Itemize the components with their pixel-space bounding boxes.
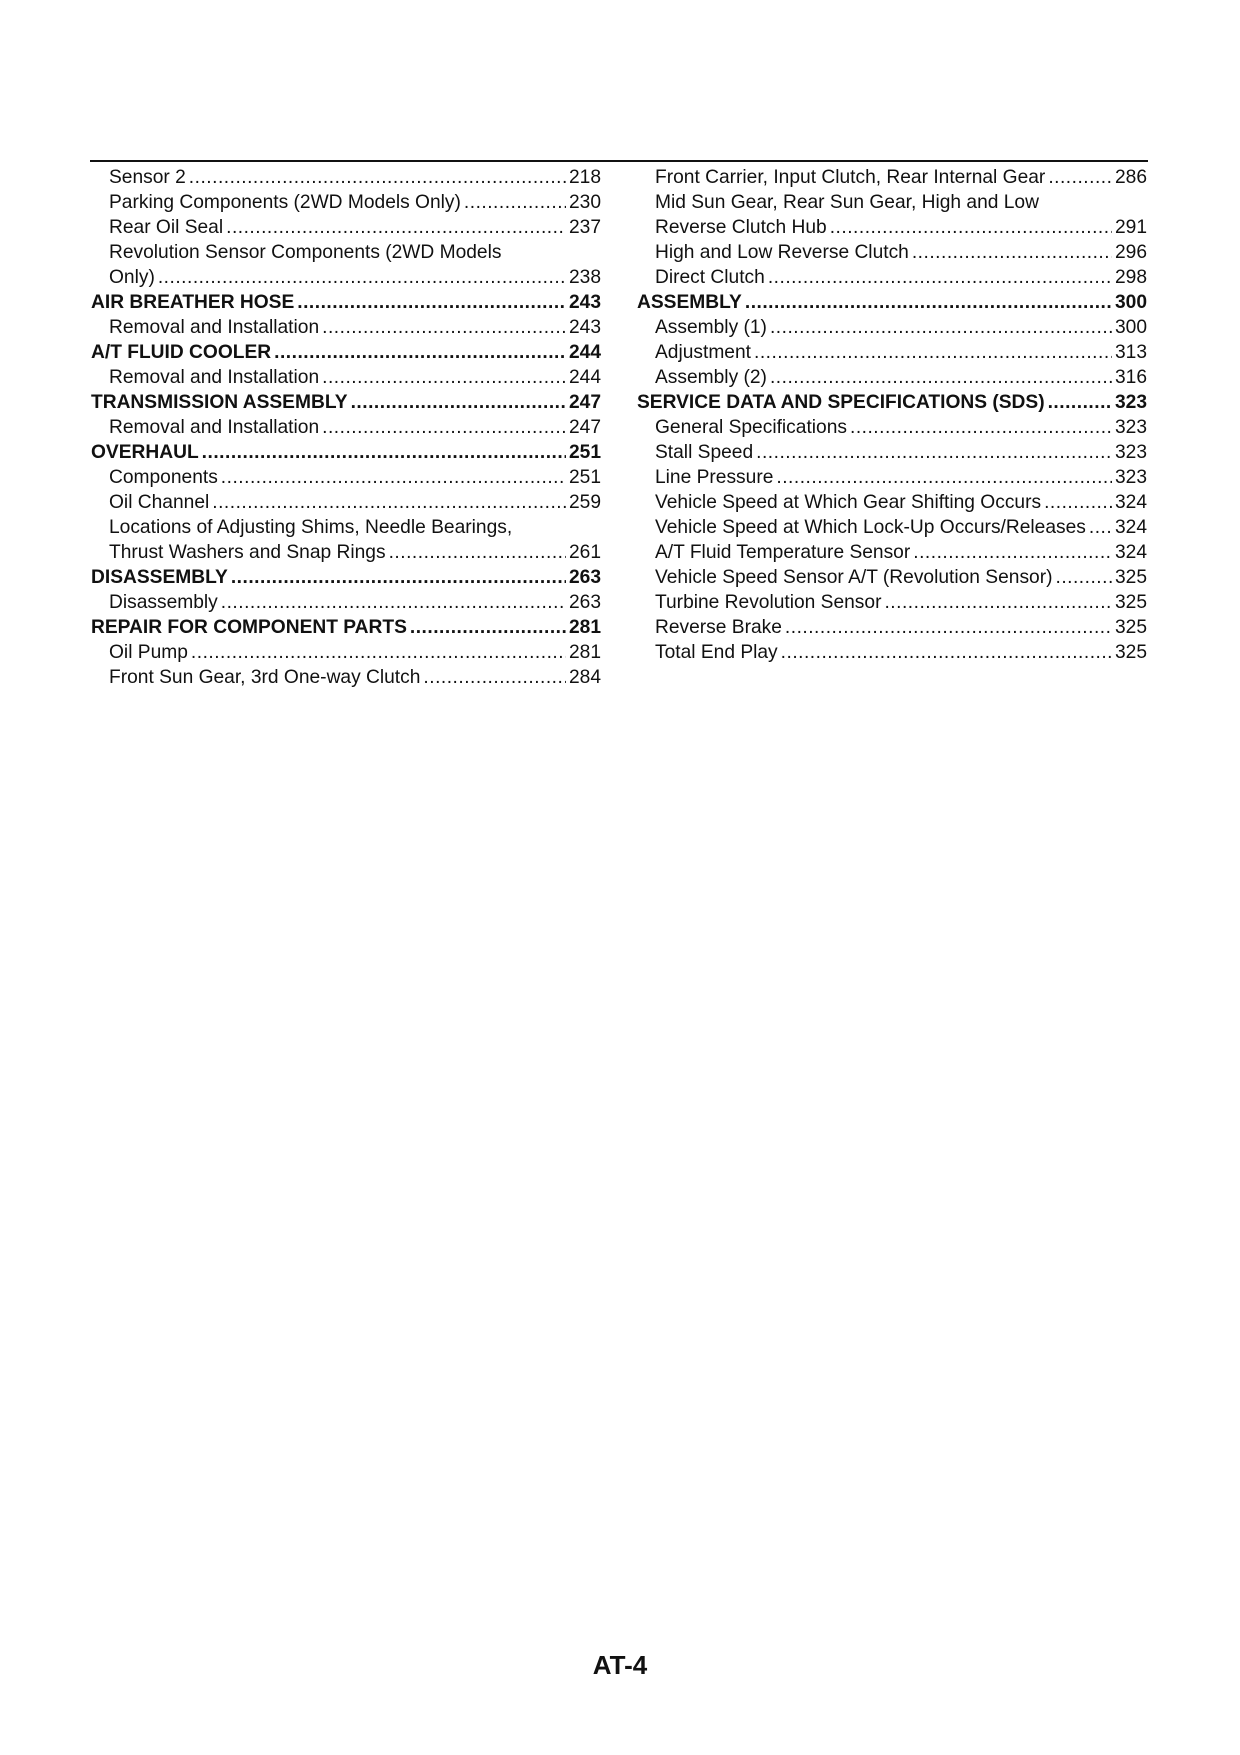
toc-entry (91, 490, 601, 515)
toc-entry-title: Reverse Clutch Hub (655, 217, 827, 238)
toc-entry-title: Sensor 2 (109, 167, 186, 188)
toc-entry-title: Direct Clutch (655, 267, 765, 288)
toc-leader-dots (322, 415, 566, 440)
toc-leader-dots (776, 465, 1112, 490)
toc-entry (637, 490, 1147, 515)
toc-entry-title: Locations of Adjusting Shims, Needle Bearings, (109, 517, 513, 538)
toc-leader-dots (189, 165, 566, 190)
toc-leader-dots (884, 590, 1112, 615)
toc-page-number: 324 (1114, 542, 1147, 563)
toc-page-number: 291 (1114, 217, 1147, 238)
toc-leader-dots (756, 440, 1112, 465)
toc-entry-title: Revolution Sensor Components (2WD Models (109, 242, 502, 263)
toc-leader-dots (913, 540, 1112, 565)
toc-right-column (637, 165, 1147, 665)
toc-leader-dots (221, 590, 566, 615)
toc-entry (637, 465, 1147, 490)
toc-entry-title: Mid Sun Gear, Rear Sun Gear, High and Low (655, 192, 1039, 213)
toc-leader-dots (770, 365, 1112, 390)
toc-page-number: 316 (1114, 367, 1147, 388)
toc-page-number: 243 (568, 317, 601, 338)
toc-leader-dots (770, 315, 1112, 340)
toc-page-number: 323 (1114, 467, 1147, 488)
toc-page-number: 238 (568, 267, 601, 288)
toc-entry-title: Adjustment (655, 342, 751, 363)
header-rule (90, 160, 1148, 162)
toc-leader-dots (1048, 390, 1112, 415)
toc-entry (637, 315, 1147, 340)
toc-entry (637, 365, 1147, 390)
toc-page-number: 259 (568, 492, 601, 513)
toc-entry-title: ASSEMBLY (637, 292, 742, 313)
toc-page-number: 247 (568, 392, 601, 413)
page-number: AT-4 (592, 1650, 648, 1680)
toc-entry (637, 540, 1147, 565)
toc-leader-dots (212, 490, 566, 515)
toc-leader-dots (423, 665, 566, 690)
toc-leader-dots (221, 465, 566, 490)
toc-leader-dots (781, 640, 1112, 665)
toc-entry-title: Reverse Brake (655, 617, 782, 638)
toc-page-number: 237 (568, 217, 601, 238)
toc-entry-title: Only) (109, 267, 155, 288)
toc-leader-dots (768, 265, 1112, 290)
toc-entry-title: Vehicle Speed at Which Lock-Up Occurs/Releases (655, 517, 1086, 538)
toc-entry-title: High and Low Reverse Clutch (655, 242, 909, 263)
toc-entry-title: Thrust Washers and Snap Rings (109, 542, 386, 563)
toc-entry-title: A/T Fluid Temperature Sensor (655, 542, 911, 563)
toc-page-number: 263 (568, 567, 601, 588)
toc-entry (637, 165, 1147, 190)
toc-entry (637, 515, 1147, 540)
toc-entry-title: Assembly (1) (655, 317, 767, 338)
toc-entry-title: Vehicle Speed at Which Gear Shifting Occurs (655, 492, 1042, 513)
toc-page-number: 281 (568, 642, 601, 663)
toc-leader-dots (226, 215, 566, 240)
toc-entry (91, 315, 601, 340)
toc-page-number: 325 (1114, 642, 1147, 663)
toc-entry (91, 415, 601, 440)
toc-leader-dots (322, 365, 566, 390)
toc-entry-title: Line Pressure (655, 467, 774, 488)
toc-section-heading (91, 565, 601, 590)
toc-entry (91, 240, 601, 265)
toc-page-number: 261 (568, 542, 601, 563)
toc-entry-title: Turbine Revolution Sensor (655, 592, 882, 613)
toc-entry-title: Disassembly (109, 592, 218, 613)
toc-page-number: 263 (568, 592, 601, 613)
toc-entry (91, 265, 601, 290)
toc-entry (637, 340, 1147, 365)
toc-page-number: 313 (1114, 342, 1147, 363)
toc-page-number: 324 (1114, 492, 1147, 513)
toc-entry (91, 190, 601, 215)
toc-leader-dots (191, 640, 566, 665)
toc-leader-dots (322, 315, 566, 340)
toc-page-number: 244 (568, 367, 601, 388)
toc-page-number: 325 (1114, 567, 1147, 588)
toc-leader-dots (1048, 165, 1112, 190)
toc-leader-dots (231, 565, 566, 590)
toc-entry (91, 515, 601, 540)
toc-leader-dots (297, 290, 566, 315)
toc-entry-title: OVERHAUL (91, 442, 199, 463)
toc-page-number: 323 (1114, 417, 1147, 438)
toc-page-number: 244 (568, 342, 601, 363)
toc-page-number: 323 (1114, 442, 1147, 463)
toc-entry-title: Oil Channel (109, 492, 210, 513)
toc-leader-dots (830, 215, 1112, 240)
toc-section-heading (91, 390, 601, 415)
toc-leader-dots (274, 340, 566, 365)
toc-entry-title: Components (109, 467, 218, 488)
toc-entry-title: Vehicle Speed Sensor A/T (Revolution Sensor) (655, 567, 1053, 588)
toc-left-column (91, 165, 601, 690)
toc-section-heading (637, 390, 1147, 415)
toc-entry (637, 565, 1147, 590)
toc-entry (91, 540, 601, 565)
toc-leader-dots (351, 390, 566, 415)
toc-entry-title: Removal and Installation (109, 367, 320, 388)
toc-page-number: 218 (568, 167, 601, 188)
toc-leader-dots (464, 190, 566, 215)
toc-page-number: 230 (568, 192, 601, 213)
toc-section-heading (91, 290, 601, 315)
toc-entry-title: Total End Play (655, 642, 778, 663)
toc-leader-dots (785, 615, 1112, 640)
toc-entry (637, 440, 1147, 465)
toc-entry-title: SERVICE DATA AND SPECIFICATIONS (SDS) (637, 392, 1045, 413)
toc-entry-title: DISASSEMBLY (91, 567, 228, 588)
toc-page-number: 296 (1114, 242, 1147, 263)
toc-entry-title: Front Sun Gear, 3rd One-way Clutch (109, 667, 421, 688)
toc-entry-title: Parking Components (2WD Models Only) (109, 192, 461, 213)
toc-page-number: 300 (1114, 317, 1147, 338)
toc-leader-dots (912, 240, 1112, 265)
toc-entry-title: Rear Oil Seal (109, 217, 224, 238)
toc-entry-title: TRANSMISSION ASSEMBLY (91, 392, 348, 413)
toc-leader-dots (1044, 490, 1112, 515)
toc-section-heading (91, 440, 601, 465)
toc-page-number: 325 (1114, 592, 1147, 613)
toc-entry (637, 240, 1147, 265)
toc-entry (637, 190, 1147, 215)
toc-entry-title: A/T FLUID COOLER (91, 342, 272, 363)
toc-entry-title: Removal and Installation (109, 417, 320, 438)
toc-leader-dots (389, 540, 566, 565)
toc-entry (637, 640, 1147, 665)
toc-page-number: 251 (568, 467, 601, 488)
toc-entry-title: Assembly (2) (655, 367, 767, 388)
toc-entry-title: REPAIR FOR COMPONENT PARTS (91, 617, 407, 638)
toc-entry-title: AIR BREATHER HOSE (91, 292, 295, 313)
toc-entry (91, 465, 601, 490)
toc-page-number: 243 (568, 292, 601, 313)
toc-page-number: 300 (1114, 292, 1147, 313)
toc-page-number: 323 (1114, 392, 1147, 413)
toc-leader-dots (202, 440, 566, 465)
toc-leader-dots (1055, 565, 1112, 590)
toc-entry (637, 615, 1147, 640)
toc-page-number: 247 (568, 417, 601, 438)
toc-leader-dots (1089, 515, 1112, 540)
toc-entry (637, 415, 1147, 440)
toc-leader-dots (745, 290, 1112, 315)
toc-page-number: 324 (1114, 517, 1147, 538)
toc-section-heading (637, 290, 1147, 315)
toc-entry (91, 215, 601, 240)
toc-entry-title: Stall Speed (655, 442, 754, 463)
toc-entry (91, 165, 601, 190)
toc-entry (91, 665, 601, 690)
toc-entry-title: Oil Pump (109, 642, 188, 663)
toc-leader-dots (754, 340, 1112, 365)
toc-entry-title: General Specifications (655, 417, 847, 438)
toc-leader-dots (158, 265, 566, 290)
toc-entry-title: Removal and Installation (109, 317, 320, 338)
toc-entry (637, 590, 1147, 615)
toc-page-number: 284 (568, 667, 601, 688)
toc-entry (91, 590, 601, 615)
toc-leader-dots (850, 415, 1112, 440)
toc-entry (91, 365, 601, 390)
toc-entry (637, 265, 1147, 290)
toc-section-heading (91, 340, 601, 365)
toc-page-number: 251 (568, 442, 601, 463)
toc-entry (91, 640, 601, 665)
toc-entry (637, 215, 1147, 240)
toc-page-number: 281 (568, 617, 601, 638)
toc-page-number: 325 (1114, 617, 1147, 638)
toc-entry-title: Front Carrier, Input Clutch, Rear Internal Gear (655, 167, 1046, 188)
toc-page-number: 298 (1114, 267, 1147, 288)
toc-page-number: 286 (1114, 167, 1147, 188)
toc-leader-dots (410, 615, 566, 640)
toc-section-heading (91, 615, 601, 640)
